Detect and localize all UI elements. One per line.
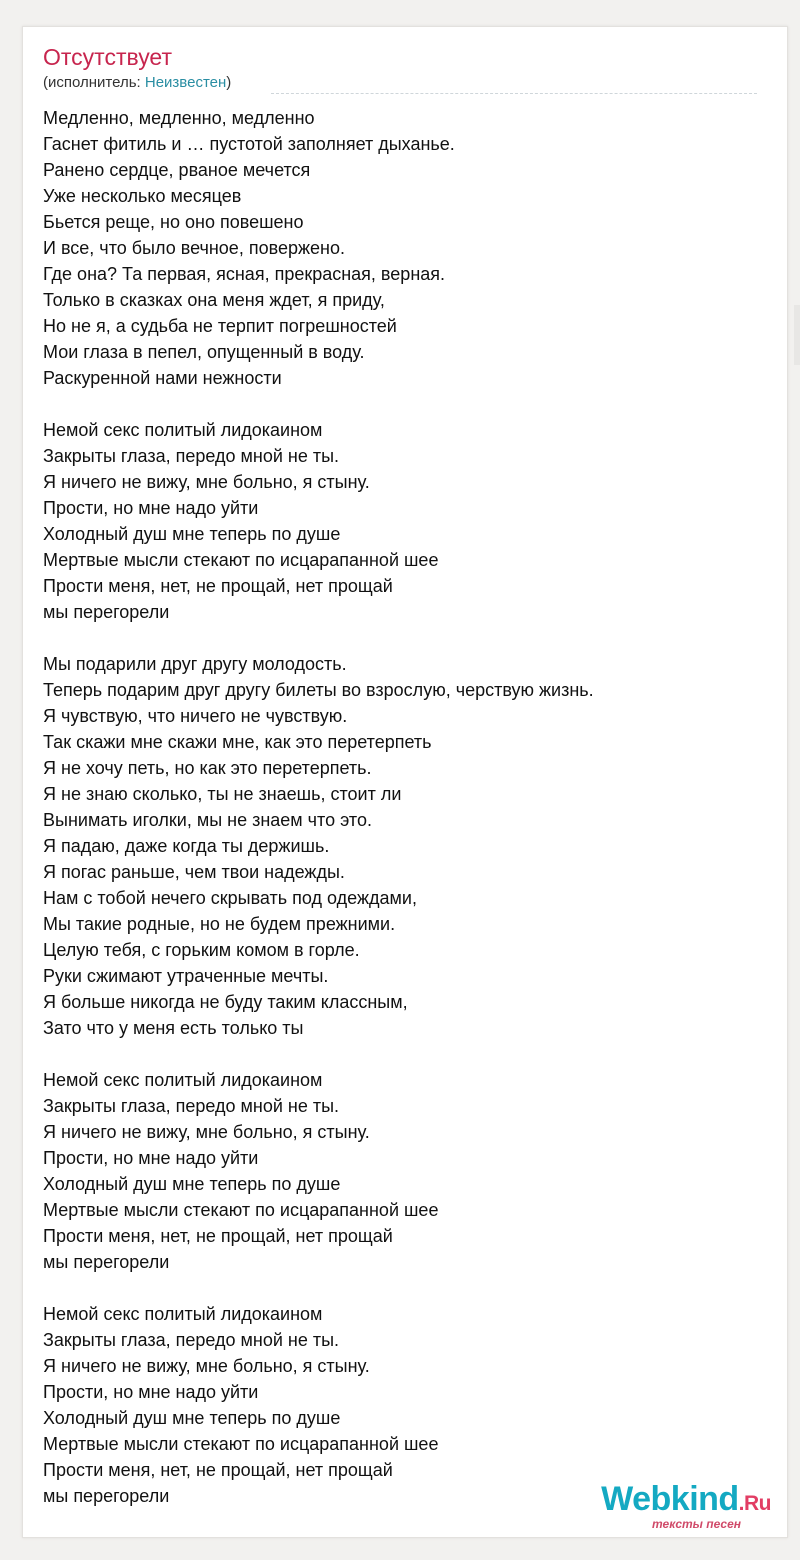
logo-main-text: Webkind <box>601 1480 739 1518</box>
lyric-line: Я ничего не вижу, мне больно, я стыну. <box>43 1356 370 1376</box>
lyric-line: Прости меня, нет, не прощай, нет прощай <box>43 1460 393 1480</box>
lyric-line: Я ничего не вижу, мне больно, я стыну. <box>43 1122 370 1142</box>
lyric-line: Немой секс политый лидокаином <box>43 420 323 440</box>
lyric-line: мы перегорели <box>43 1252 170 1272</box>
stanza-gap <box>43 625 773 651</box>
page-edge-shadow <box>794 305 800 365</box>
artist-link[interactable]: Неизвестен <box>144 74 227 91</box>
lyric-line: Прости, но мне надо уйти <box>43 498 259 518</box>
logo-wordmark <box>601 1482 771 1521</box>
lyric-line: Холодный душ мне теперь по душе <box>43 524 341 544</box>
lyric-line: Я чувствую, что ничего не чувствую. <box>43 706 348 726</box>
stanza-gap <box>43 391 773 417</box>
lyric-line: Холодный душ мне теперь по душе <box>43 1408 341 1428</box>
lyric-line: Я погас раньше, чем твои надежды. <box>43 862 345 882</box>
lyric-line: Так скажи мне скажи мне, как это перетерпеть <box>43 732 432 752</box>
lyric-line: Закрыты глаза, передо мной не ты. <box>43 1096 340 1116</box>
lyric-line: Целую тебя, с горьким комом в горле. <box>43 940 360 960</box>
lyrics-text <box>43 105 773 1509</box>
lyric-line: Медленно, медленно, медленно <box>43 108 315 128</box>
lyric-line: Немой секс политый лидокаином <box>43 1304 323 1324</box>
lyric-line: Раскуренной нами нежности <box>43 368 282 388</box>
lyric-line: Но не я, а судьба не терпит погрешностей <box>43 316 397 336</box>
lyric-line: Я не хочу петь, но как это перетерпеть. <box>43 758 372 778</box>
stanza-gap <box>43 1041 773 1067</box>
lyric-line: Теперь подарим друг другу билеты во взрослую, черствую жизнь. <box>43 680 594 700</box>
lyric-line: Холодный душ мне теперь по душе <box>43 1174 341 1194</box>
lyric-line: Только в сказках она меня ждет, я приду, <box>43 290 385 310</box>
song-title: Отсутствует <box>43 44 172 70</box>
lyric-line: Вынимать иголки, мы не знаем что это. <box>43 810 372 830</box>
lyric-line: Где она? Та первая, ясная, прекрасная, верная. <box>43 264 446 284</box>
logo-tagline: тексты песен <box>652 1517 741 1531</box>
lyric-line: Закрыты глаза, передо мной не ты. <box>43 446 340 466</box>
lyric-line: Мертвые мысли стекают по исцарапанной шее <box>43 550 439 570</box>
lyric-line: Мертвые мысли стекают по исцарапанной шее <box>43 1434 439 1454</box>
lyrics-card <box>22 26 788 1538</box>
lyric-line: Немой секс политый лидокаином <box>43 1070 323 1090</box>
logo-domain: .Ru <box>738 1492 771 1515</box>
lyric-line: Мы такие родные, но не будем прежними. <box>43 914 396 934</box>
lyric-line: Зато что у меня есть только ты <box>43 1018 304 1038</box>
lyric-line: Прости меня, нет, не прощай, нет прощай <box>43 576 393 596</box>
lyric-line: Закрыты глаза, передо мной не ты. <box>43 1330 340 1350</box>
lyric-line: Прости, но мне надо уйти <box>43 1382 259 1402</box>
lyric-line: Я падаю, даже когда ты держишь. <box>43 836 330 856</box>
lyric-line: Мои глаза в пепел, опущенный в воду. <box>43 342 365 362</box>
lyric-line: Гаснет фитиль и … пустотой заполняет дыханье. <box>43 134 455 154</box>
lyric-line: Ранено сердце, рваное мечется <box>43 160 311 180</box>
artist-line <box>43 74 231 92</box>
header-divider <box>271 93 757 94</box>
lyric-line: мы перегорели <box>43 1486 170 1506</box>
stanza-gap <box>43 1275 773 1301</box>
lyric-line: И все, что было вечное, повержено. <box>43 238 345 258</box>
lyric-line: Бьется реще, но оно повешено <box>43 212 304 232</box>
lyric-line: Мертвые мысли стекают по исцарапанной шее <box>43 1200 439 1220</box>
lyric-line: Я больше никогда не буду таким классным, <box>43 992 408 1012</box>
lyric-line: мы перегорели <box>43 602 170 622</box>
lyric-line: Прости, но мне надо уйти <box>43 1148 259 1168</box>
artist-suffix: ) <box>226 74 232 91</box>
lyric-line: Нам с тобой нечего скрывать под одеждами, <box>43 888 417 908</box>
artist-prefix: (исполнитель: <box>43 74 145 91</box>
site-logo[interactable] <box>601 1482 771 1531</box>
lyric-line: Я ничего не вижу, мне больно, я стыну. <box>43 472 370 492</box>
lyric-line: Прости меня, нет, не прощай, нет прощай <box>43 1226 393 1246</box>
lyric-line: Руки сжимают утраченные мечты. <box>43 966 329 986</box>
lyric-line: Я не знаю сколько, ты не знаешь, стоит ли <box>43 784 402 804</box>
lyric-line: Уже несколько месяцев <box>43 186 242 206</box>
lyric-line: Мы подарили друг другу молодость. <box>43 654 347 674</box>
